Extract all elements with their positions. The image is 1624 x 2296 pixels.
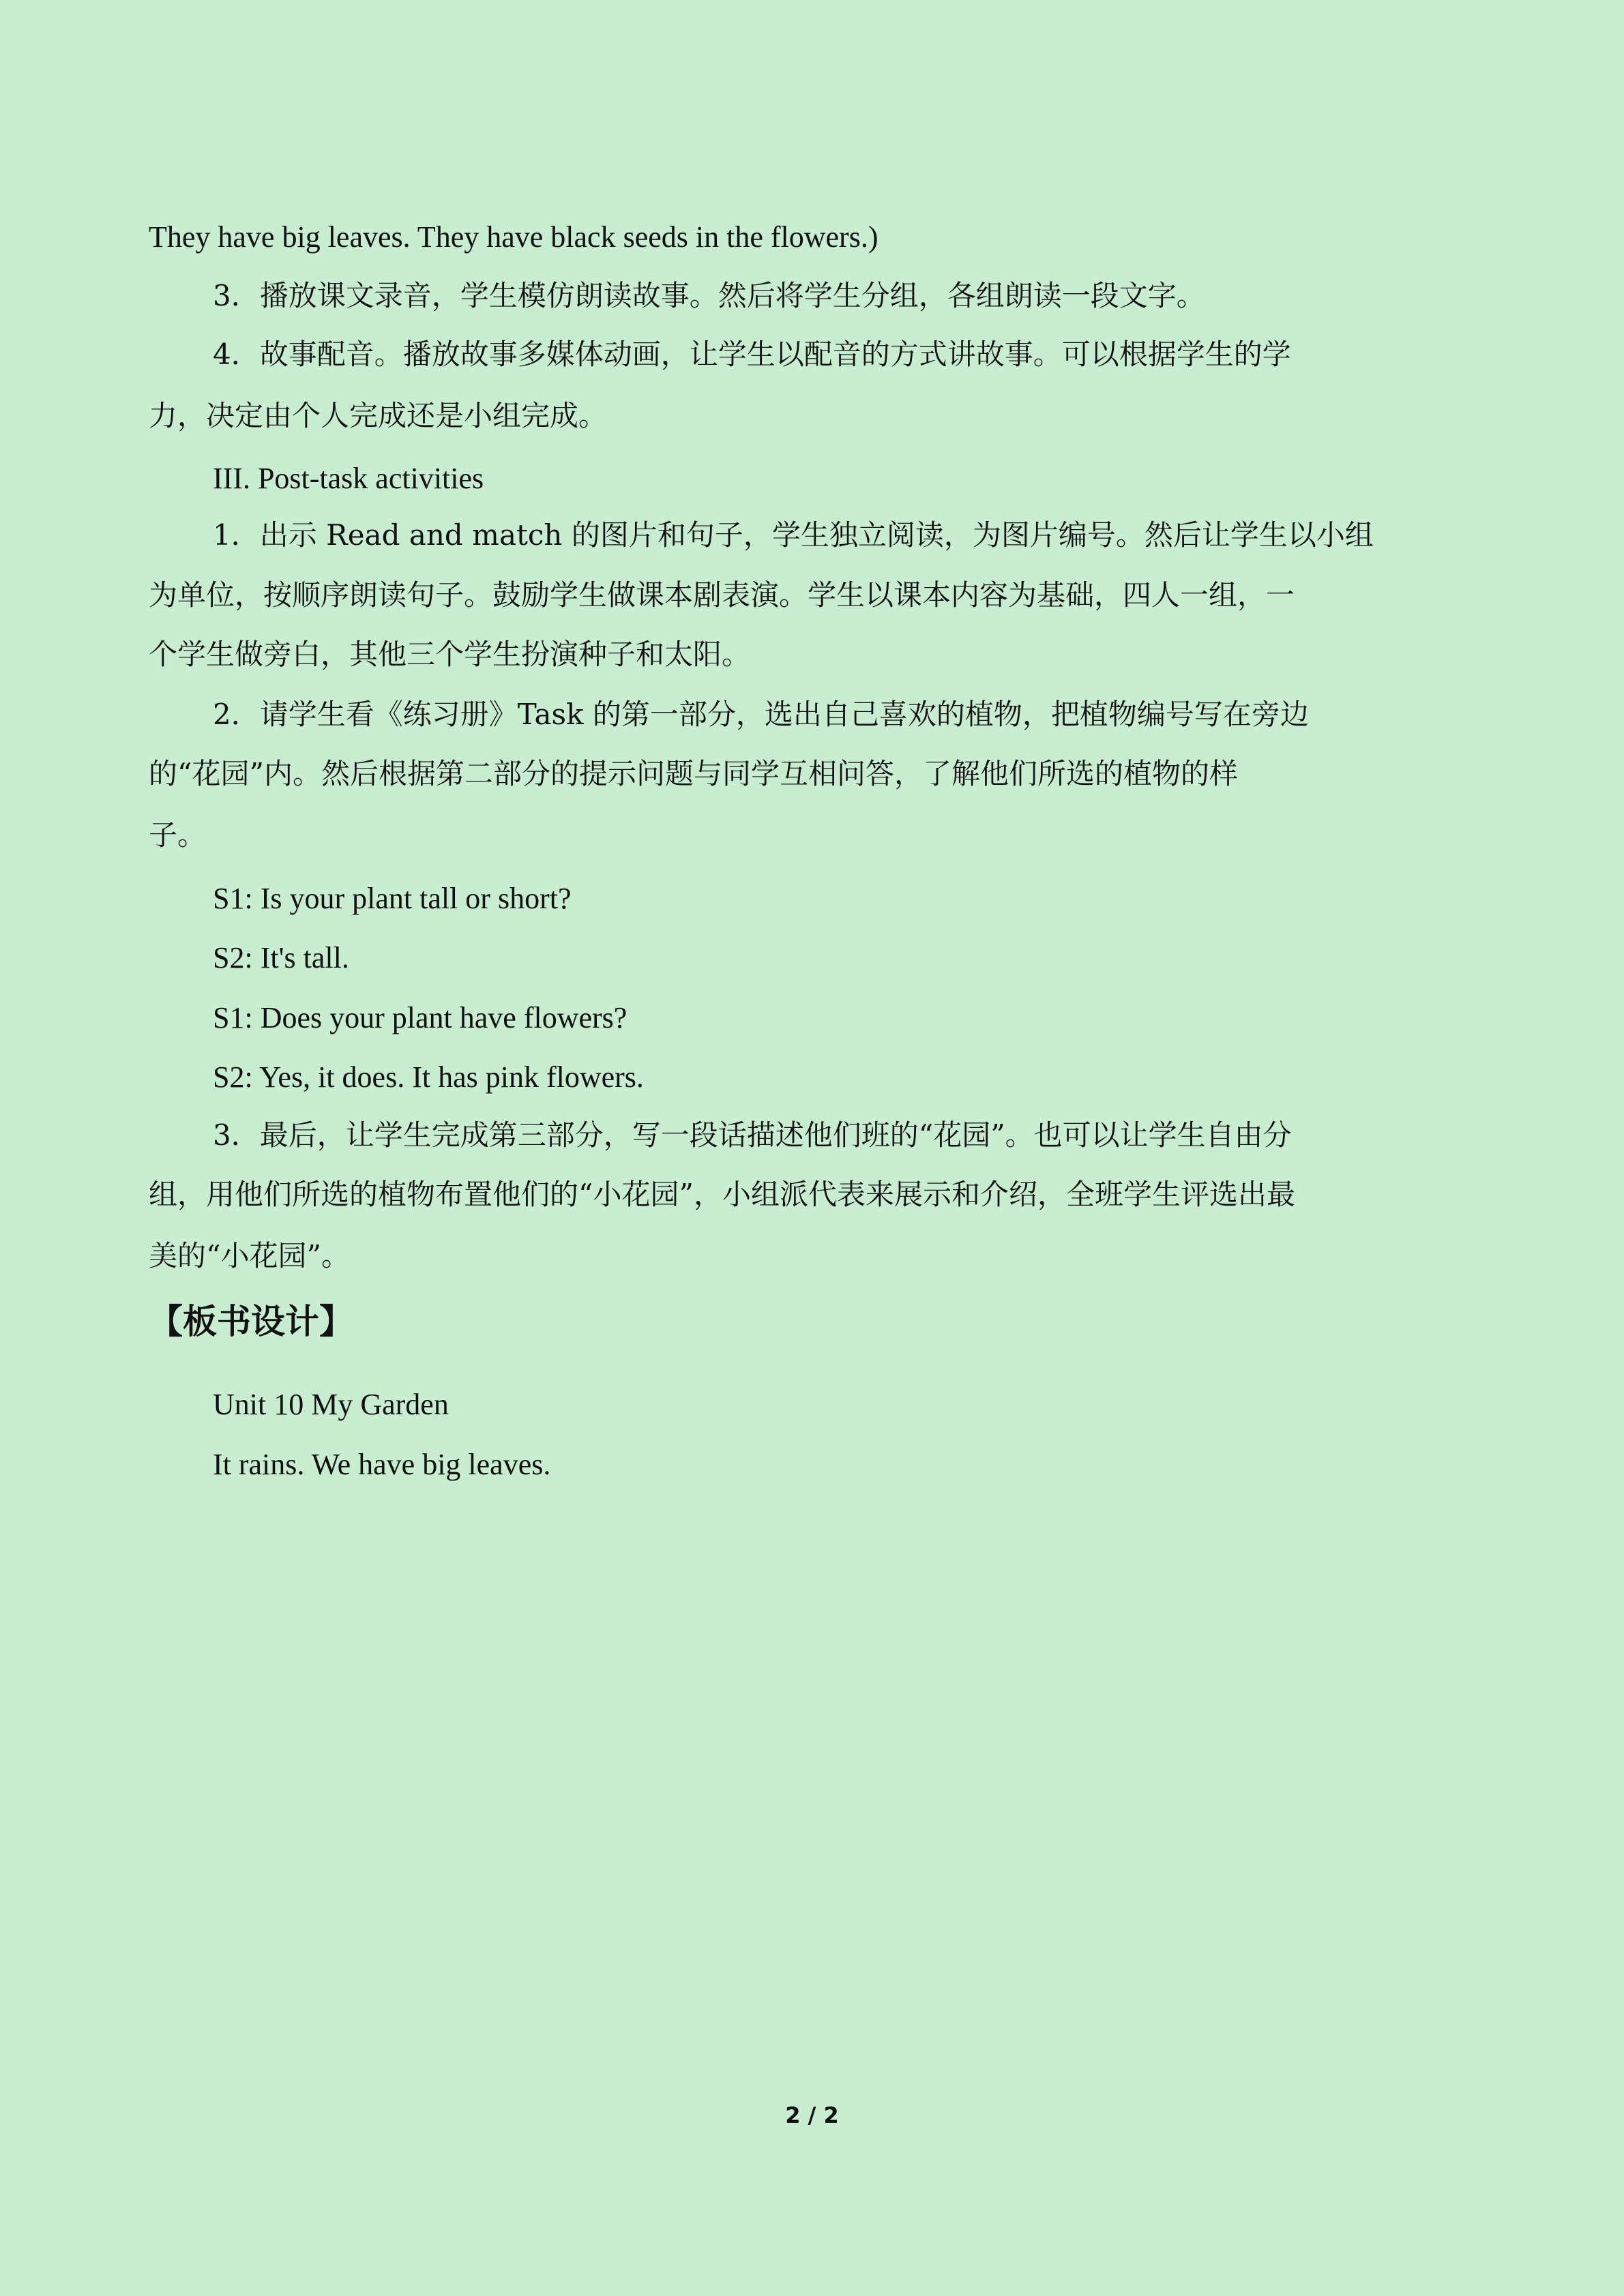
text-line-3: 4．故事配音。播放故事多媒体动画，让学生以配音的方式讲故事。可以根据学生的学 [213,338,1291,371]
text-line-16: 3．最后，让学生完成第三部分，写一段话描述他们班的“花园”。也可以让学生自由分 [213,1118,1292,1152]
text-line-11: 子。 [149,818,207,852]
text-line-13: S2: It's tall. [213,941,349,974]
board-line-2: It rains. We have big leaves. [213,1448,551,1481]
text-line-5: III. Post-task activities [213,462,484,495]
text-line-1: They have big leaves. They have black seeds in the flowers.) [149,220,879,254]
text-line-8: 个学生做旁白，其他三个学生扮演种子和太阳。 [149,638,751,671]
text-line-4: 力，决定由个人完成还是小组完成。 [149,399,608,432]
text-line-6: 1．出示 Read and match 的图片和句子，学生独立阅读，为图片编号。然后让学生以小组 [213,518,1374,552]
page-number: 2 / 2 [785,2102,839,2128]
text-line-2: 3．播放课文录音，学生模仿朗读故事。然后将学生分组，各组朗读一段文字。 [213,279,1205,312]
text-line-12: S1: Is your plant tall or short? [213,882,572,915]
board-line-1: Unit 10 My Garden [213,1388,449,1421]
section-heading: 【板书设计】 [149,1302,353,1341]
text-line-10: 的“花园”内。然后根据第二部分的提示问题与同学互相问答，了解他们所选的植物的样 [149,757,1238,790]
text-line-18: 美的“小花园”。 [149,1239,350,1272]
text-line-15: S2: Yes, it does. It has pink flowers. [213,1060,644,1094]
text-line-14: S1: Does your plant have flowers? [213,1001,628,1034]
text-line-17: 组，用他们所选的植物布置他们的“小花园”，小组派代表来展示和介绍，全班学生评选出最 [149,1178,1295,1211]
text-line-7: 为单位，按顺序朗读句子。鼓励学生做课本剧表演。学生以课本内容为基础，四人一组，一 [149,578,1295,612]
text-line-9: 2．请学生看《练习册》Task 的第一部分，选出自己喜欢的植物，把植物编号写在旁边 [213,698,1309,731]
